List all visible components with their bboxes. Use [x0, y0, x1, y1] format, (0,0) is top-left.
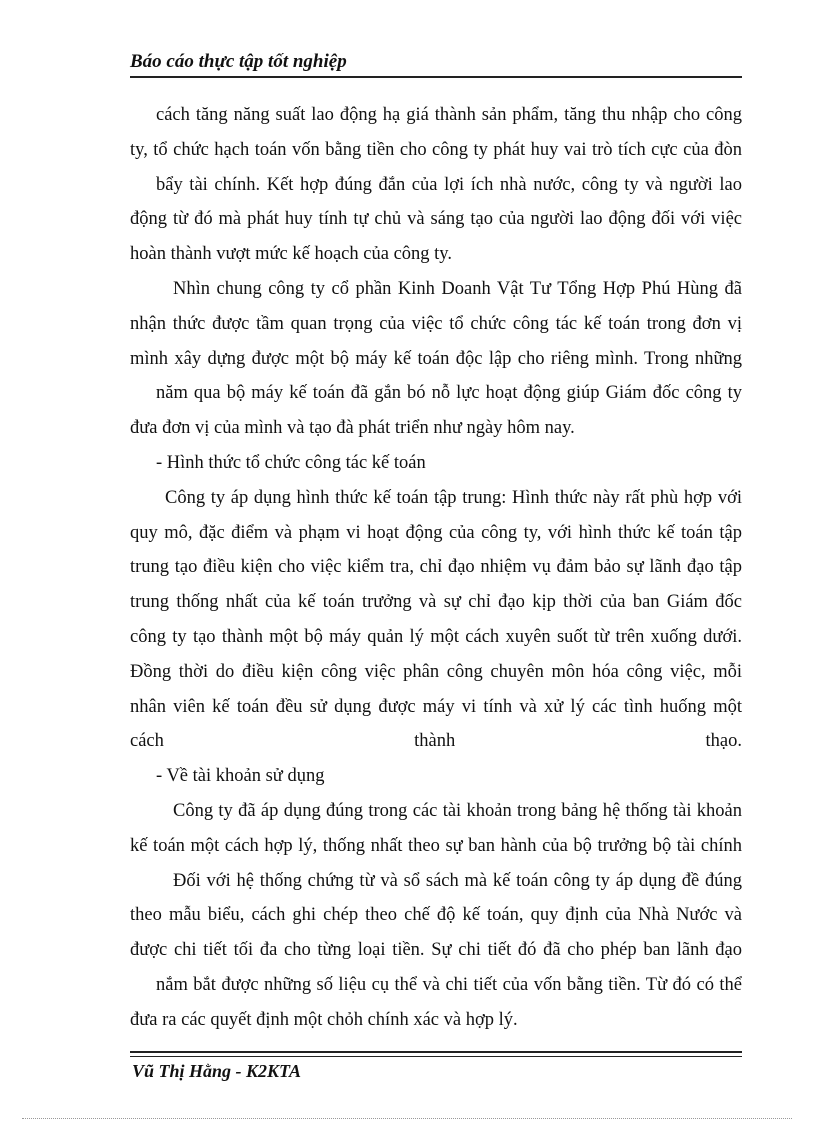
text-line: Đồng thời do điều kiện công việc phân công chuyên môn hóa công việc, mỗi	[130, 661, 742, 682]
body-text	[130, 98, 742, 1038]
footer-author: Vũ Thị Hằng - K2KTA	[132, 1061, 302, 1081]
footer-rule	[130, 1056, 742, 1057]
text-line: theo mẫu biểu, cách ghi chép theo chế độ kế toán, quy định của Nhà Nước và	[130, 905, 742, 926]
text-line: ty, tổ chức hạch toán vốn bằng tiền cho công ty phát huy vai trò tích cực của đòn	[130, 139, 742, 160]
text-line: Nhìn chung công ty cổ phần Kinh Doanh Vật Tư Tổng Hợp Phú Hùng đã	[173, 278, 742, 299]
text-line: kế toán một cách hợp lý, thống nhất theo sự ban hành của bộ trưởng bộ tài chính	[130, 835, 742, 856]
text-line: cách tăng năng suất lao động hạ giá thành sản phẩm, tăng thu nhập cho công	[156, 105, 742, 125]
page-header	[130, 50, 742, 74]
text-line: được chi tiết tối đa cho từng loại tiền. Sự chi tiết đó đã cho phép ban lãnh đạo	[130, 940, 742, 961]
text-line: nhân viên kế toán đều sử dụng được máy vi tính và xử lý các tình huống một	[130, 696, 742, 717]
text-line: Công ty đã áp dụng đúng trong các tài khoản trong bảng hệ thống tài khoản	[173, 800, 742, 821]
text-line: nhận thức được tầm quan trọng của việc tổ chức công tác kế toán trong đơn vị	[130, 313, 742, 334]
section-heading: - Về tài khoản sử dụng	[156, 766, 325, 787]
page-boundary	[22, 1118, 792, 1119]
text-line: hoàn thành vượt mức kế hoạch của công ty.	[130, 244, 452, 265]
text-line: năm qua bộ máy kế toán đã gắn bó nỗ lực hoạt động giúp Giám đốc công ty	[156, 383, 742, 404]
text-line: trung thống nhất của kế toán trưởng và sự chỉ đạo kịp thời của ban Giám đốc	[130, 592, 742, 613]
section-heading: - Hình thức tổ chức công tác kế toán	[156, 452, 426, 473]
report-title: Báo cáo thực tập tốt nghiệp	[130, 51, 347, 72]
text-line: đưa đơn vị của mình và tạo đà phát triển như ngày hôm nay.	[130, 418, 575, 439]
text-line: nắm bắt được những số liệu cụ thể và chi tiết của vốn bằng tiền. Từ đó có thể	[156, 974, 742, 995]
text-line: bẩy tài chính. Kết hợp đúng đắn của lợi ích nhà nước, công ty và người lao	[156, 174, 742, 195]
text-line: động từ đó mà phát huy tính tự chủ và sáng tạo của người lao động đối với việc	[130, 209, 742, 230]
text-line: quy mô, đặc điểm và phạm vi hoạt động của công ty, với hình thức kế toán tập	[130, 522, 742, 543]
text-line: công ty tạo thành một bộ máy quản lý một cách xuyên suốt từ trên xuống dưới.	[130, 626, 742, 647]
text-line: đưa ra các quyết định một chỏh chính xác và hợp lý.	[130, 1009, 518, 1030]
footer-rule	[130, 1051, 742, 1053]
text-line: Đối với hệ thống chứng từ và sổ sách mà kế toán công ty áp dụng đề đúng	[173, 870, 742, 891]
text-line: Công ty áp dụng hình thức kế toán tập trung: Hình thức này rất phù hợp với	[165, 487, 742, 508]
text-line: cách thành thạo.	[130, 731, 742, 752]
header-rule	[130, 76, 742, 78]
text-line: trung tạo điều kiện cho việc kiểm tra, chỉ đạo nhiệm vụ đảm bảo sự lãnh đạo tập	[130, 557, 742, 578]
text-line: mình xây dựng được một bộ máy kế toán độc lập cho riêng mình. Trong những	[130, 348, 742, 369]
